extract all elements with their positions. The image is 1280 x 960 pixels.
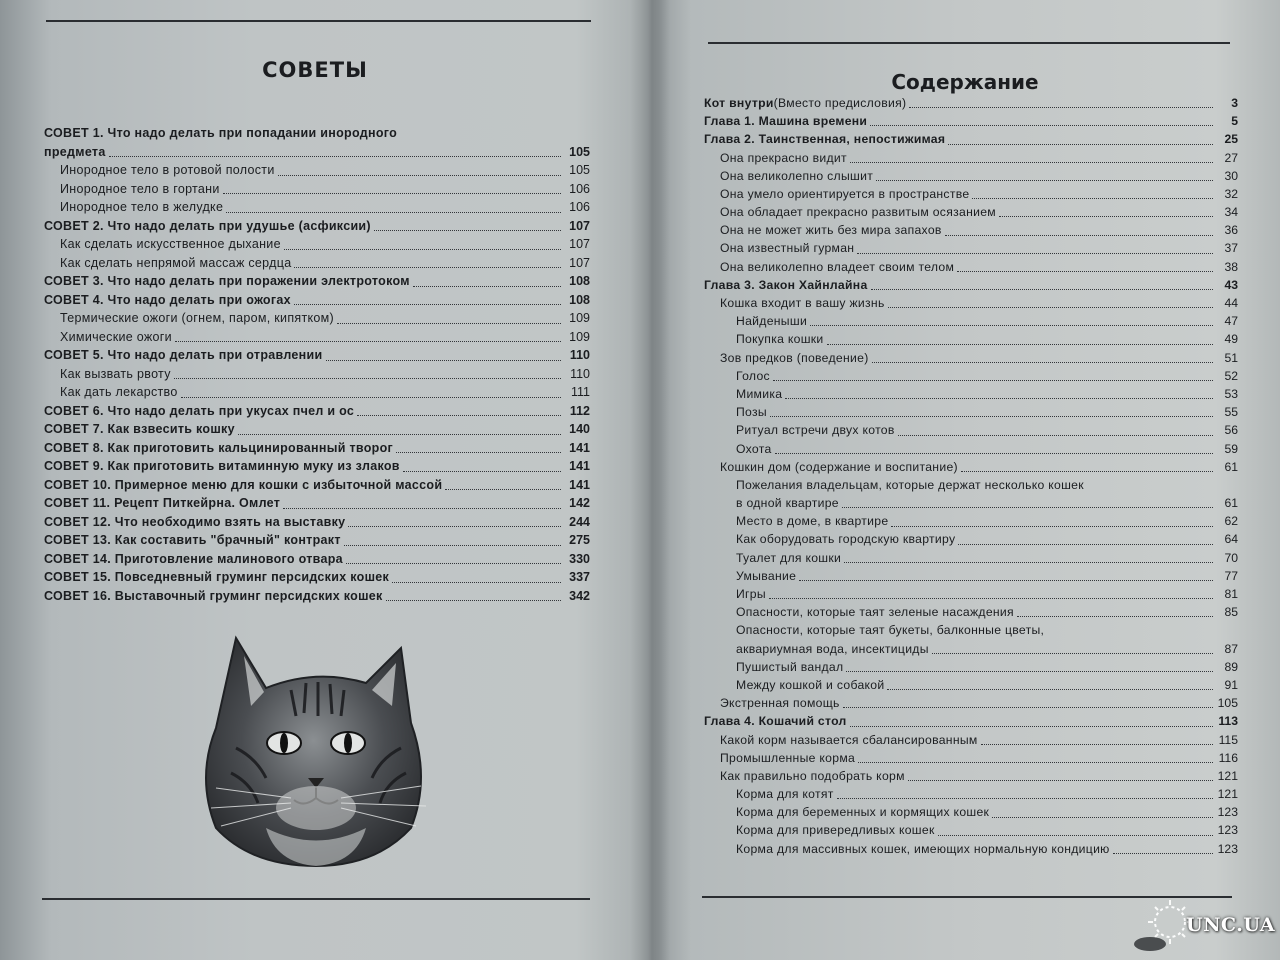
toc-entry bbox=[704, 330, 1238, 348]
toc-entry-title: Термические ожоги (огнем, паром, кипятком) bbox=[60, 311, 335, 325]
dot-leader bbox=[226, 212, 561, 213]
toc-entry bbox=[44, 476, 590, 495]
toc-entry bbox=[704, 403, 1238, 421]
dot-leader bbox=[396, 452, 561, 453]
toc-entry-title: Найденыши bbox=[736, 314, 808, 329]
top-rule bbox=[46, 20, 591, 22]
dot-leader bbox=[842, 507, 1213, 508]
toc-entry bbox=[44, 550, 590, 569]
toc-entry-title: Инородное тело в ротовой полости bbox=[60, 163, 275, 177]
page-number: 61 bbox=[1224, 459, 1238, 474]
toc-entry bbox=[704, 112, 1238, 130]
toc-entry-title: Пушистый вандал bbox=[736, 659, 844, 674]
toc-entry bbox=[704, 822, 1238, 840]
dot-leader bbox=[181, 397, 561, 398]
page-number: 62 bbox=[1224, 514, 1238, 529]
dot-leader bbox=[392, 582, 561, 583]
toc-entry bbox=[704, 221, 1238, 239]
toc-entry bbox=[704, 149, 1238, 167]
page-number: 140 bbox=[569, 422, 590, 436]
page-number: 89 bbox=[1224, 659, 1238, 674]
toc-entry bbox=[44, 217, 590, 236]
toc-entry-title: Игры bbox=[736, 587, 766, 602]
toc-entry bbox=[704, 385, 1238, 403]
toc-entry-title: Как оборудовать городскую квартиру bbox=[736, 532, 956, 547]
toc-entry bbox=[704, 349, 1238, 367]
toc-entry-title: Промышленные корма bbox=[720, 750, 856, 765]
toc-entry bbox=[44, 272, 590, 291]
dot-leader bbox=[888, 307, 1213, 308]
toc-entry-title: СОВЕТ 14. Приготовление малинового отвара bbox=[44, 551, 343, 566]
watermark-text: UNC.UA bbox=[1186, 914, 1276, 936]
page-number: 105 bbox=[1217, 696, 1238, 711]
dot-leader bbox=[898, 435, 1213, 436]
toc-entry-title: СОВЕТ 12. Что необходимо взять на выставку bbox=[44, 514, 346, 529]
dot-leader bbox=[283, 508, 561, 509]
toc-entry-title: Кошкин дом (содержание и воспитание) bbox=[720, 459, 958, 474]
toc-entry-title: Как вызвать рвоту bbox=[60, 366, 171, 381]
page-number: 113 bbox=[1218, 714, 1238, 729]
toc-entry bbox=[44, 457, 590, 476]
toc-entry-title: Охота bbox=[736, 441, 772, 456]
page-number: 244 bbox=[569, 514, 590, 529]
toc-entry bbox=[704, 185, 1238, 203]
page-number: 107 bbox=[569, 237, 590, 251]
page-number: 141 bbox=[569, 440, 590, 455]
toc-entry-title: аквариумная вода, инсектициды bbox=[736, 641, 929, 656]
toc-entry bbox=[704, 658, 1238, 676]
toc-entry bbox=[704, 367, 1238, 385]
toc-entry bbox=[704, 567, 1238, 585]
dot-leader bbox=[945, 235, 1213, 236]
page-number: 56 bbox=[1224, 423, 1238, 438]
toc-entry bbox=[704, 712, 1238, 730]
page-number: 52 bbox=[1224, 368, 1238, 383]
toc-entry-title: Глава 3. Закон Хайнлайна bbox=[704, 277, 868, 292]
toc-entry-title: Опасности, которые таят букеты, балконные цветы, bbox=[736, 623, 1045, 638]
toc-entry-title: в одной квартире bbox=[736, 496, 839, 511]
toc-entry bbox=[704, 276, 1238, 294]
toc-entry bbox=[44, 420, 590, 439]
toc-entry bbox=[704, 240, 1238, 258]
dot-leader bbox=[908, 780, 1213, 781]
toc-entry bbox=[704, 621, 1238, 639]
toc-entry-title: Она обладает прекрасно развитым осязанием bbox=[720, 205, 996, 220]
toc-entry-title: Опасности, которые таят зеленые насаждения bbox=[736, 605, 1014, 620]
toc-entry bbox=[44, 365, 590, 384]
dot-leader bbox=[109, 156, 561, 157]
dot-leader bbox=[374, 230, 561, 231]
dot-leader bbox=[175, 341, 561, 342]
toc-entry-title: Она умело ориентируется в пространстве bbox=[720, 186, 970, 201]
toc-entry bbox=[704, 258, 1238, 276]
toc-entry-title: Корма для массивных кошек, имеющих нормальную кондицию bbox=[736, 841, 1110, 856]
toc-entry-title: СОВЕТ 1. Что надо делать при попадании инородного bbox=[44, 126, 398, 140]
toc-entry bbox=[44, 439, 590, 458]
dot-leader bbox=[348, 526, 561, 527]
page-number: 109 bbox=[569, 329, 590, 344]
toc-entry-title: СОВЕТ 5. Что надо делать при отравлении bbox=[44, 348, 323, 362]
dot-leader bbox=[403, 471, 561, 472]
dot-leader bbox=[770, 416, 1213, 417]
toc-entry bbox=[704, 640, 1238, 658]
toc-entry-subtitle: (Вместо предисловия) bbox=[773, 95, 907, 110]
dot-leader bbox=[938, 835, 1213, 836]
page-number: 123 bbox=[1217, 823, 1238, 838]
toc-entry bbox=[704, 494, 1238, 512]
page-number: 5 bbox=[1231, 114, 1238, 129]
dot-leader bbox=[827, 344, 1213, 345]
page-number: 34 bbox=[1224, 205, 1238, 220]
page-number: 44 bbox=[1224, 296, 1238, 311]
toc-entry bbox=[704, 603, 1238, 621]
dot-leader bbox=[857, 253, 1213, 254]
page-title: Содержание bbox=[891, 70, 1039, 94]
page-number: 115 bbox=[1218, 732, 1238, 747]
toc-entry-title: Глава 1. Машина времени bbox=[704, 114, 868, 129]
page-number: 49 bbox=[1224, 332, 1238, 347]
page-number: 32 bbox=[1224, 186, 1238, 201]
toc-entry bbox=[44, 309, 590, 328]
page-number: 47 bbox=[1224, 314, 1238, 329]
page-number: 141 bbox=[569, 459, 590, 473]
dot-leader bbox=[948, 144, 1213, 145]
toc-entry bbox=[44, 513, 590, 532]
dot-leader bbox=[238, 434, 561, 435]
toc-entry-title: Она известный гурман bbox=[720, 241, 855, 256]
toc-entry-title: Инородное тело в желудке bbox=[60, 200, 224, 214]
dot-leader bbox=[837, 798, 1213, 799]
toc-entry-title: СОВЕТ 4. Что надо делать при ожогах bbox=[44, 292, 291, 307]
page-number: 107 bbox=[569, 255, 590, 270]
toc-entry bbox=[44, 328, 590, 347]
toc-entry-title: Глава 4. Кошачий стол bbox=[704, 714, 847, 729]
dot-leader bbox=[981, 744, 1213, 745]
toc-entry-title: Как дать лекарство bbox=[60, 385, 178, 399]
page-number: 53 bbox=[1224, 386, 1238, 401]
page-number: 123 bbox=[1217, 805, 1238, 820]
dot-leader bbox=[810, 325, 1213, 326]
toc-entry bbox=[704, 476, 1238, 494]
dot-leader bbox=[872, 362, 1213, 363]
advice-list bbox=[44, 124, 590, 605]
toc-entry bbox=[44, 124, 590, 143]
bottom-rule bbox=[42, 898, 590, 900]
toc-entry-title: Умывание bbox=[736, 568, 797, 583]
dot-leader bbox=[992, 817, 1213, 818]
dot-leader bbox=[957, 271, 1213, 272]
page-number: 106 bbox=[569, 181, 590, 196]
right-page bbox=[650, 0, 1280, 960]
dot-leader bbox=[1017, 616, 1213, 617]
dot-leader bbox=[773, 380, 1213, 381]
toc-entry-title: Голос bbox=[736, 368, 770, 383]
toc-entry-title: Туалет для кошки bbox=[736, 550, 842, 565]
toc-entry bbox=[44, 235, 590, 254]
toc-entry-title: Пожелания владельцам, которые держат несколько кошек bbox=[736, 477, 1084, 492]
dot-leader bbox=[972, 198, 1213, 199]
dot-leader bbox=[344, 545, 561, 546]
toc-entry bbox=[704, 512, 1238, 530]
page-number: 30 bbox=[1224, 168, 1238, 183]
dot-leader bbox=[223, 193, 561, 194]
toc-entry-title: Она великолепно слышит bbox=[720, 168, 874, 183]
page-number: 110 bbox=[570, 366, 590, 381]
toc-entry bbox=[704, 203, 1238, 221]
page-number: 87 bbox=[1224, 641, 1238, 656]
dot-leader bbox=[445, 489, 561, 490]
toc-entry bbox=[44, 291, 590, 310]
dot-leader bbox=[174, 378, 561, 379]
page-number: 108 bbox=[569, 274, 590, 288]
toc-entry-title: Корма для беременных и кормящих кошек bbox=[736, 805, 990, 820]
toc-entry bbox=[704, 676, 1238, 694]
page-number: 123 bbox=[1217, 841, 1238, 856]
toc-entry-title: СОВЕТ 11. Рецепт Питкейрна. Омлет bbox=[44, 496, 281, 510]
page-title: СОВЕТЫ bbox=[262, 58, 368, 82]
toc-entry bbox=[704, 585, 1238, 603]
toc-entry bbox=[44, 198, 590, 217]
toc-entry bbox=[44, 180, 590, 199]
page-number: 142 bbox=[569, 496, 590, 510]
toc-entry bbox=[704, 130, 1238, 148]
dot-leader bbox=[775, 453, 1213, 454]
toc-entry bbox=[704, 731, 1238, 749]
top-rule bbox=[708, 42, 1230, 44]
toc-entry-title: СОВЕТ 8. Как приготовить кальцинированный творог bbox=[44, 440, 394, 455]
page-number: 107 bbox=[569, 218, 590, 233]
page-number: 81 bbox=[1224, 587, 1238, 602]
toc-entry-title: Какой корм называется сбалансированным bbox=[720, 732, 978, 747]
toc-entry-title: Место в доме, в квартире bbox=[736, 514, 889, 529]
dot-leader bbox=[284, 249, 561, 250]
toc-entry bbox=[704, 167, 1238, 185]
dot-leader bbox=[357, 415, 561, 416]
toc-entry bbox=[704, 312, 1238, 330]
toc-entry-title: СОВЕТ 10. Примерное меню для кошки с избыточной массой bbox=[44, 477, 443, 492]
dot-leader bbox=[871, 289, 1213, 290]
page-number: 27 bbox=[1224, 150, 1238, 165]
toc-entry bbox=[704, 694, 1238, 712]
dot-leader bbox=[346, 563, 561, 564]
toc-entry bbox=[704, 767, 1238, 785]
toc-entry bbox=[44, 531, 590, 550]
page-number: 121 bbox=[1217, 787, 1238, 802]
page-number: 3 bbox=[1231, 95, 1238, 110]
toc-entry-title: Экстренная помощь bbox=[720, 696, 840, 711]
dot-leader bbox=[843, 707, 1213, 708]
page-number: 77 bbox=[1224, 568, 1238, 583]
toc-entry-title: Она прекрасно видит bbox=[720, 150, 847, 165]
dot-leader bbox=[785, 398, 1213, 399]
toc-entry-title: Как правильно подобрать корм bbox=[720, 768, 905, 783]
toc-entry-title: Она великолепно владеет своим телом bbox=[720, 259, 955, 274]
page-number: 110 bbox=[569, 348, 590, 362]
dot-leader bbox=[294, 267, 561, 268]
toc-entry bbox=[704, 803, 1238, 821]
page-number: 51 bbox=[1224, 350, 1238, 365]
dot-leader bbox=[870, 125, 1213, 126]
dot-leader bbox=[294, 304, 561, 305]
page-number: 70 bbox=[1224, 550, 1238, 565]
page-number: 91 bbox=[1224, 677, 1238, 692]
page-number: 108 bbox=[569, 292, 590, 307]
dot-leader bbox=[961, 471, 1213, 472]
toc-entry bbox=[704, 531, 1238, 549]
toc-entry bbox=[704, 749, 1238, 767]
toc-entry bbox=[44, 402, 590, 421]
toc-entry-title: Как сделать непрямой массаж сердца bbox=[60, 255, 292, 270]
page-number: 55 bbox=[1224, 405, 1238, 420]
page-number: 116 bbox=[1218, 750, 1238, 765]
dot-leader bbox=[799, 580, 1213, 581]
page-number: 105 bbox=[569, 144, 590, 159]
toc-entry bbox=[44, 587, 590, 606]
toc-entry-title: СОВЕТ 2. Что надо делать при удушье (асфиксии) bbox=[44, 218, 371, 233]
toc-entry-title: Позы bbox=[736, 405, 767, 420]
toc-entry bbox=[704, 294, 1238, 312]
dot-leader bbox=[769, 598, 1213, 599]
dot-leader bbox=[1113, 853, 1213, 854]
page-number: 275 bbox=[569, 533, 590, 547]
dot-leader bbox=[850, 726, 1213, 727]
toc-entry-title: СОВЕТ 9. Как приготовить витаминную муку из злаков bbox=[44, 459, 400, 473]
dot-leader bbox=[846, 671, 1213, 672]
page-number: 59 bbox=[1224, 441, 1238, 456]
page-number: 112 bbox=[569, 403, 590, 418]
toc-entry-title: СОВЕТ 16. Выставочный груминг персидских кошек bbox=[44, 588, 383, 603]
dot-leader bbox=[413, 286, 561, 287]
page-number: 109 bbox=[569, 311, 590, 325]
dot-leader bbox=[386, 600, 561, 601]
toc-entry-title: Между кошкой и собакой bbox=[736, 677, 885, 692]
toc-entry-title: Инородное тело в гортани bbox=[60, 181, 220, 196]
toc-entry-title: Зов предков (поведение) bbox=[720, 350, 869, 365]
toc-entry bbox=[44, 568, 590, 587]
page-number: 106 bbox=[569, 200, 590, 214]
cat-portrait-icon bbox=[196, 628, 436, 868]
toc-entry-title: предмета bbox=[44, 144, 106, 159]
page-number: 64 bbox=[1224, 532, 1238, 547]
toc-entry bbox=[704, 785, 1238, 803]
page-number: 330 bbox=[569, 551, 590, 566]
page-number: 111 bbox=[570, 385, 590, 399]
page-number: 37 bbox=[1224, 241, 1238, 256]
toc-entry-title: Глава 2. Таинственная, непостижимая bbox=[704, 132, 946, 147]
toc-entry bbox=[44, 346, 590, 365]
toc-entry bbox=[44, 254, 590, 273]
toc-entry-title: Ритуал встречи двух котов bbox=[736, 423, 895, 438]
toc-entry-title: Она не может жить без мира запахов bbox=[720, 223, 942, 238]
page-number: 61 bbox=[1224, 496, 1238, 511]
dot-leader bbox=[844, 562, 1213, 563]
page-number: 342 bbox=[569, 588, 590, 603]
toc-entry bbox=[704, 440, 1238, 458]
table-of-contents bbox=[704, 94, 1238, 858]
toc-entry-title: Химические ожоги bbox=[60, 329, 172, 344]
toc-entry bbox=[704, 840, 1238, 858]
page-number: 121 bbox=[1217, 768, 1238, 783]
dot-leader bbox=[850, 162, 1213, 163]
toc-entry-title: Как сделать искусственное дыхание bbox=[60, 237, 281, 251]
dot-leader bbox=[909, 107, 1213, 108]
dot-leader bbox=[891, 526, 1213, 527]
dot-leader bbox=[932, 653, 1213, 654]
dot-leader bbox=[958, 544, 1213, 545]
dot-leader bbox=[876, 180, 1213, 181]
page-number: 25 bbox=[1224, 132, 1238, 147]
toc-entry-title: Покупка кошки bbox=[736, 332, 824, 347]
toc-entry bbox=[44, 143, 590, 162]
toc-entry-title: Корма для котят bbox=[736, 787, 834, 802]
dot-leader bbox=[278, 175, 561, 176]
page-number: 141 bbox=[569, 477, 590, 492]
page-number: 43 bbox=[1224, 277, 1238, 292]
toc-entry-title: СОВЕТ 7. Как взвесить кошку bbox=[44, 422, 235, 436]
toc-entry-title: СОВЕТ 3. Что надо делать при поражении электротоком bbox=[44, 274, 410, 288]
toc-entry-title: Кошка входит в вашу жизнь bbox=[720, 296, 885, 311]
toc-entry bbox=[704, 458, 1238, 476]
page-number: 105 bbox=[569, 163, 590, 177]
dot-leader bbox=[887, 689, 1213, 690]
page-number: 38 bbox=[1224, 259, 1238, 274]
toc-entry bbox=[44, 383, 590, 402]
dot-leader bbox=[999, 216, 1213, 217]
toc-entry-title: Кот внутри bbox=[704, 95, 774, 110]
toc-entry bbox=[704, 549, 1238, 567]
dot-leader bbox=[858, 762, 1213, 763]
dot-leader bbox=[337, 323, 561, 324]
page-number: 337 bbox=[569, 570, 590, 584]
toc-entry bbox=[44, 161, 590, 180]
toc-entry bbox=[704, 421, 1238, 439]
toc-entry-title: СОВЕТ 15. Повседневный груминг персидских кошек bbox=[44, 570, 390, 584]
toc-entry-title: Корма для привередливых кошек bbox=[736, 823, 935, 838]
toc-entry bbox=[704, 94, 1238, 112]
page-number: 85 bbox=[1224, 605, 1238, 620]
toc-entry-title: Мимика bbox=[736, 386, 783, 401]
page-number: 36 bbox=[1224, 223, 1238, 238]
toc-entry-title: СОВЕТ 13. Как составить "брачный" контракт bbox=[44, 533, 341, 547]
dot-leader bbox=[326, 360, 561, 361]
toc-entry-title: СОВЕТ 6. Что надо делать при укусах пчел и ос bbox=[44, 403, 355, 418]
toc-entry bbox=[44, 494, 590, 513]
